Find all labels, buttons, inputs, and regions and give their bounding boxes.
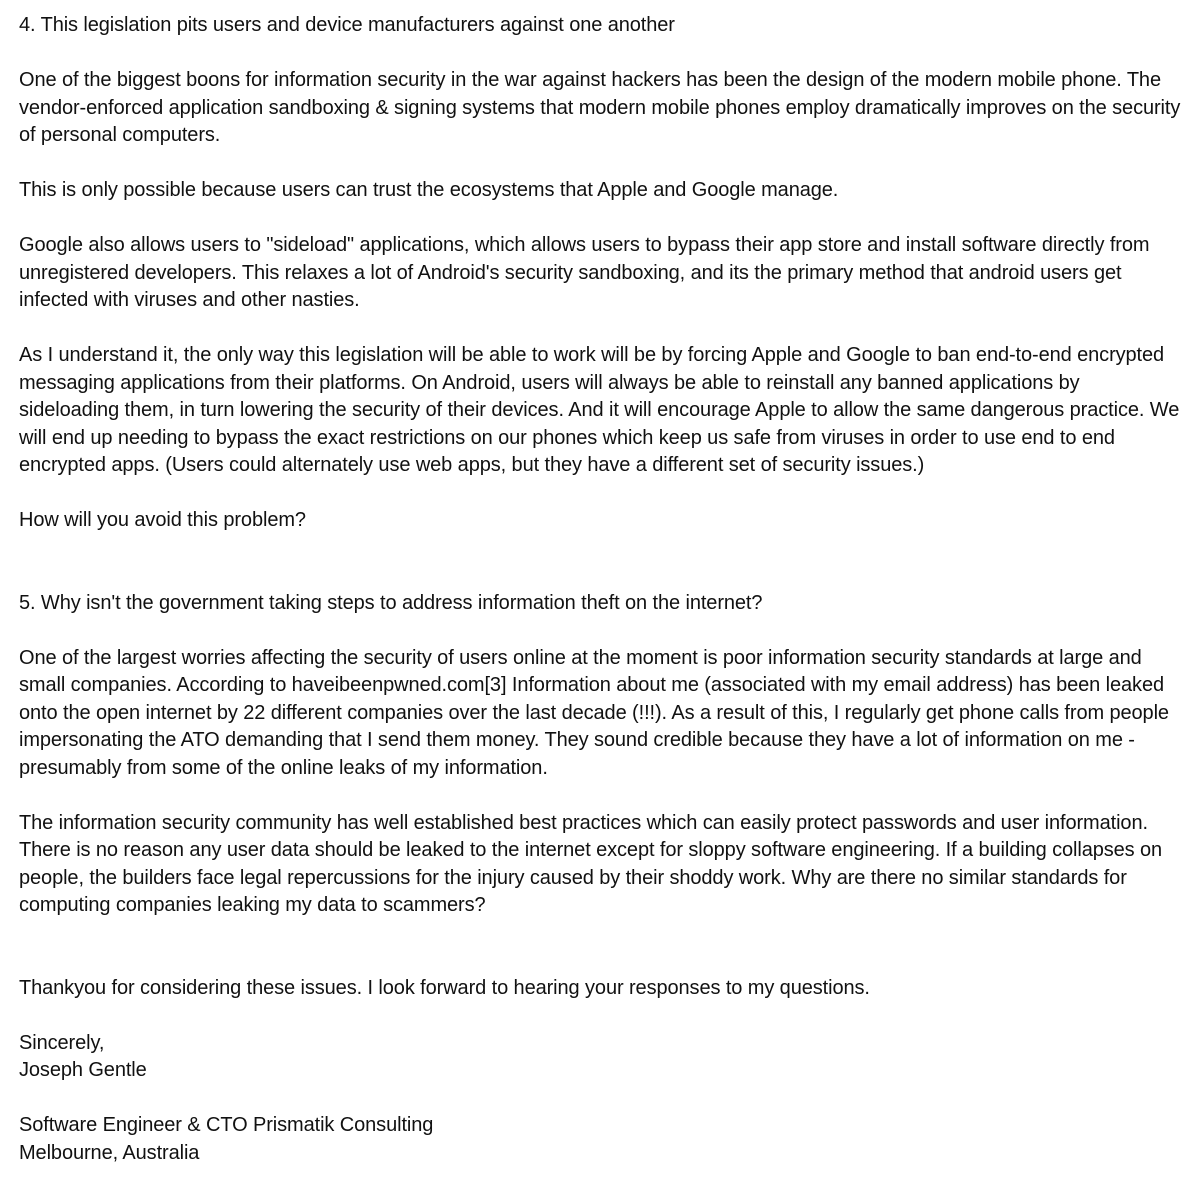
signature-title: Software Engineer & CTO Prismatik Consulting (19, 1114, 434, 1136)
signature-name: Joseph Gentle (19, 1059, 147, 1081)
section-4-heading: 4. This legislation pits users and device manufacturers against one another (19, 14, 675, 36)
signature-location: Melbourne, Australia (19, 1141, 200, 1164)
section-5-heading: 5. Why isn't the government taking steps to address information theft on the internet? (19, 591, 763, 614)
section-5-paragraph: The information security community has well established best practices which can easily protect passwords and user information. There is no reason any user data should be leaked to the internet except for sloppy software engineering. If a building collapses on people, the builders face legal repercussions for the injury caused by their shoddy work. Why are there no similar standards for computing companies leaking my data to scammers? (19, 811, 1163, 916)
letter-body (19, 12, 1184, 1167)
section-4-question: How will you avoid this problem? (19, 509, 306, 531)
closing-thanks: Thankyou for considering these issues. I look forward to hearing your responses to my questions. (19, 976, 870, 999)
section-5-paragraph: One of the largest worries affecting the security of users online at the moment is poor information security standards at large and small companies. According to haveibeenpwned.com[3] Information about me (associated with my email address) has been leaked onto the open internet by 22 different companies over the last decade (!!!). As a result of this, I regularly get phone calls from people impersonating the ATO demanding that I send them money. They sound credible because they have a lot of information on me - presumably from some of the online leaks of my information. (19, 646, 1169, 779)
section-4-paragraph: This is only possible because users can trust the ecosystems that Apple and Google manage. (19, 179, 839, 201)
section-4-paragraph: Google also allows users to "sideload" applications, which allows users to bypass their app store and install software directly from unregistered developers. This relaxes a lot of Android's security sandboxing, and its the primary method that android users get infected with viruses and other nasties. (19, 234, 1150, 311)
closing-valediction: Sincerely, (19, 1031, 105, 1054)
section-4-paragraph: As I understand it, the only way this legislation will be able to work will be by forcing Apple and Google to ban end-to-end encrypted messaging applications from their platforms. On Android, users will always be able to reinstall any banned applications by sideloading them, in turn lowering the security of their devices. And it will encourage Apple to allow the same dangerous practice. We will end up needing to bypass the exact restrictions on our phones which keep us safe from viruses in order to use end to end encrypted apps. (Users could alternately use web apps, but they have a different set of security issues.) (19, 344, 1180, 476)
section-4-paragraph: One of the biggest boons for information security in the war against hackers has been the design of the modern mobile phone. The vendor-enforced application sandboxing & signing systems that modern mobile phones employ dramatically improves on the security of personal computers. (19, 69, 1181, 146)
